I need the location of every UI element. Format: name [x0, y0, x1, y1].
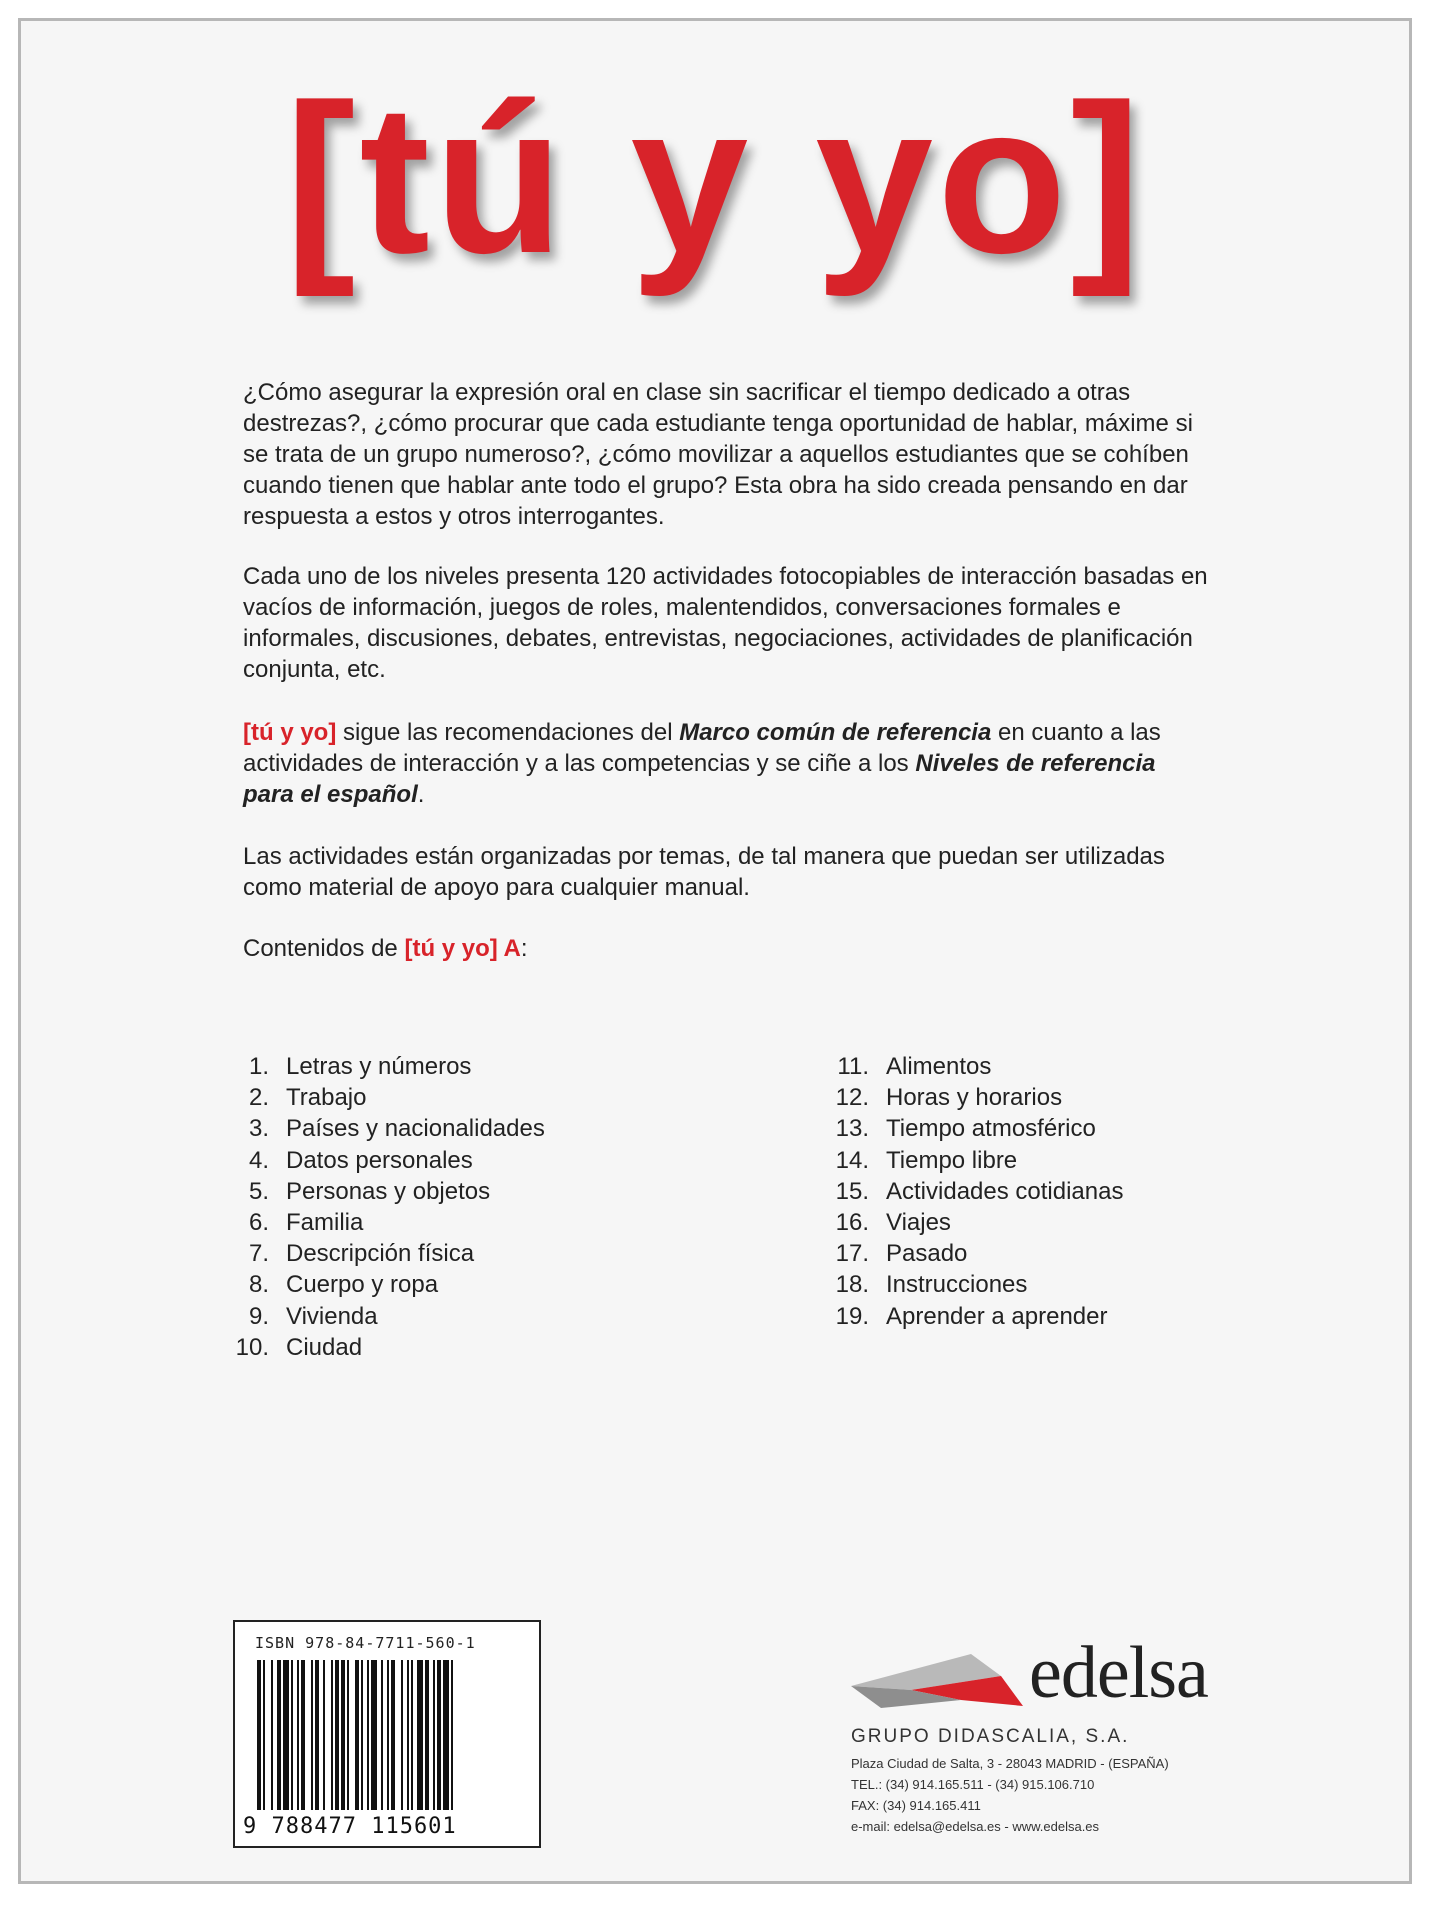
list-item: 8. Cuerpo y ropa [248, 1271, 439, 1299]
list-item: 9. Vivienda [248, 1302, 378, 1330]
barcode-bar [391, 1660, 395, 1810]
barcode-bar [417, 1660, 423, 1810]
list-item: 12. Horas y horarios [835, 1084, 1063, 1112]
barcode-bar [323, 1660, 325, 1810]
list-item: 15. Actividades cotidianas [835, 1177, 1124, 1205]
list-item: 4. Datos personales [248, 1146, 473, 1174]
barcode-bar [271, 1660, 273, 1810]
barcode-bar [315, 1660, 319, 1810]
list-item: 1. Letras y números [248, 1053, 472, 1080]
publisher-logo-text: edelsa [1029, 1632, 1208, 1714]
publisher-group: GRUPO DIDASCALIA, S.A. [851, 1726, 1130, 1747]
list-item: 2. Trabajo [248, 1084, 367, 1112]
isbn-label: ISBN 978-84-7711-560-1 [255, 1634, 476, 1652]
organization-paragraph: Las actividades están organizadas por temas, de tal manera que puedan ser utilizadas como material de apoyo para cualquier manual. [243, 843, 1165, 901]
book-title: [tú y yo] [284, 60, 1146, 297]
contents-list-left [221, 1051, 545, 1363]
barcode-bar [411, 1660, 413, 1810]
publisher-block [851, 1632, 1251, 1866]
barcode-bar [437, 1660, 441, 1810]
barcode-bar [387, 1660, 389, 1810]
barcode-bar [443, 1660, 449, 1810]
barcode-bar [297, 1660, 299, 1810]
barcode-bar [311, 1660, 313, 1810]
recommendation-paragraph: [tú y yo] sigue las recomendaciones del Marco común de referencia en cuanto a las actividades de interacción y a las competencias y se ciñe a los Niveles de referencia para el español. [243, 719, 1161, 808]
list-item: 13. Tiempo atmosférico [835, 1115, 1096, 1143]
list-item: 7. Descripción física [248, 1240, 475, 1268]
niveles-reference: Niveles de referencia para el español [243, 750, 1156, 808]
levels-paragraph: Cada uno de los niveles presenta 120 actividades fotocopiables de interacción basadas en vacíos de información, juegos de roles, malentendidos, conversaciones formales e informales, discusiones, debates, entrevistas, negociaciones, actividades de planificación conjunta, etc. [243, 563, 1208, 683]
contents-heading: Contenidos de [tú y yo] A: [243, 935, 528, 962]
marco-reference: Marco común de referencia [679, 719, 992, 746]
brand-inline: [tú y yo] [243, 719, 337, 746]
list-item: 16. Viajes [835, 1208, 951, 1236]
list-item: 6. Familia [248, 1208, 364, 1236]
barcode-box [233, 1620, 541, 1848]
brand-inline-a: [tú y yo] A [404, 935, 521, 962]
publisher-address: Plaza Ciudad de Salta, 3 - 28043 MADRID - (ESPAÑA) [851, 1756, 1169, 1771]
barcode-bar [341, 1660, 345, 1810]
barcode-bar [331, 1660, 333, 1810]
contents-list-right [821, 1051, 1123, 1332]
book-back-cover [18, 18, 1412, 1884]
barcode-bar [277, 1660, 281, 1810]
barcode-bar [263, 1660, 265, 1810]
barcode-bar [291, 1660, 293, 1810]
barcode-bar [401, 1660, 403, 1810]
barcode-bar [355, 1660, 359, 1810]
barcode-bar [335, 1660, 339, 1810]
list-item: 14. Tiempo libre [835, 1146, 1018, 1174]
barcode-bar [301, 1660, 305, 1810]
barcode-bar [361, 1660, 363, 1810]
publisher-fax: FAX: (34) 914.165.411 [851, 1798, 981, 1813]
barcode-bar [257, 1660, 261, 1810]
publisher-tel: TEL.: (34) 914.165.511 - (34) 915.106.710 [851, 1777, 1095, 1792]
barcode-bar [367, 1660, 369, 1810]
publisher-email: e-mail: edelsa@edelsa.es - www.edelsa.es [851, 1819, 1100, 1834]
list-item: 11. Alimentos [837, 1053, 992, 1080]
barcode-icon [257, 1660, 521, 1810]
list-item: 3. Países y nacionalidades [248, 1115, 545, 1143]
barcode-bar [347, 1660, 349, 1810]
list-item: 5. Personas y objetos [248, 1177, 491, 1205]
barcode-bar [433, 1660, 435, 1810]
list-item: 10. Ciudad [235, 1333, 363, 1361]
barcode-bar [425, 1660, 429, 1810]
edelsa-logo-icon [851, 1646, 1031, 1726]
barcode-bar [283, 1660, 289, 1810]
list-item: 18. Instrucciones [835, 1271, 1028, 1299]
list-item: 17. Pasado [835, 1240, 968, 1268]
barcode-bar [371, 1660, 377, 1810]
intro-paragraph: ¿Cómo asegurar la expresión oral en clase sin sacrificar el tiempo dedicado a otras destrezas?, ¿cómo procurar que cada estudiante tenga oportunidad de hablar, máxime si se trata de un grupo numeroso?, ¿cómo movilizar a aquellos estudiantes que se cohíben cuando tienen que hablar ante todo el grupo? Esta obra ha sido creada pensando en dar respuesta a estos y otros interrogantes. [243, 379, 1193, 530]
barcode-bar [407, 1660, 409, 1810]
list-item: 19. Aprender a aprender [835, 1302, 1108, 1330]
barcode-bar [451, 1660, 453, 1810]
barcode-digits: 9 788477 115601 [243, 1814, 457, 1839]
barcode-bar [381, 1660, 383, 1810]
